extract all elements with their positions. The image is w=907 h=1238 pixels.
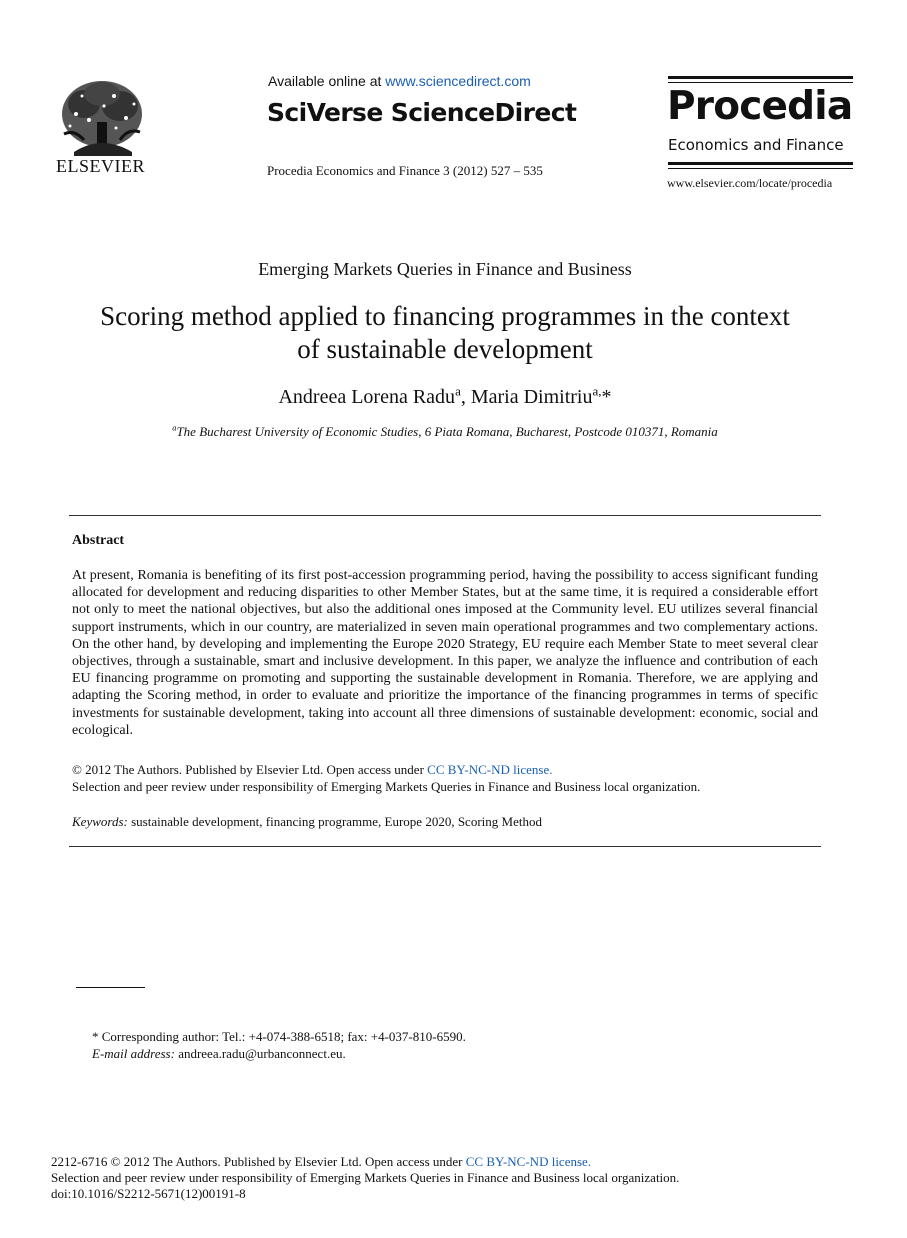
- journal-reference: Procedia Economics and Finance 3 (2012) 527 – 535: [267, 163, 543, 178]
- paper-title: [0, 300, 890, 366]
- elsevier-wordmark: ELSEVIER: [56, 156, 145, 176]
- copyright-line: [72, 762, 552, 778]
- procedia-rule: [668, 162, 853, 165]
- peer-review-note: Selection and peer review under responsibility of Emerging Markets Queries in Finance and Business local organization.: [72, 779, 701, 794]
- author-name: Andreea Lorena Radu: [278, 386, 456, 408]
- authors: [0, 383, 890, 409]
- affiliation-text: The Bucharest University of Economic Studies, 6 Piata Romana, Bucharest, Postcode 010371, Romania: [176, 424, 718, 439]
- doi[interactable]: doi:10.1016/S2212-5671(12)00191-8: [51, 1186, 246, 1201]
- footer-peer-review: Selection and peer review under responsibility of Emerging Markets Queries in Finance and Business local organization.: [51, 1170, 680, 1185]
- license-link[interactable]: CC BY-NC-ND license.: [427, 762, 553, 777]
- procedia-rule: [668, 82, 853, 83]
- affiliation: [0, 424, 890, 440]
- corresponding-mark: *: [601, 386, 612, 408]
- issn-text: 2212-6716 © 2012 The Authors. Published by Elsevier Ltd. Open access under: [51, 1154, 466, 1169]
- section-rule: [69, 846, 821, 847]
- footer-license-link[interactable]: CC BY-NC-ND license.: [465, 1154, 592, 1169]
- procedia-rule: [668, 168, 853, 169]
- keywords: [72, 814, 542, 830]
- procedia-title: Procedia: [667, 84, 853, 129]
- copyright-text: © 2012 The Authors. Published by Elsevier Ltd. Open access under: [72, 762, 428, 777]
- author-name: Maria Dimitriu: [470, 386, 593, 408]
- email-address: [92, 1046, 346, 1062]
- sciencedirect-link[interactable]: www.sciencedirect.com: [385, 73, 531, 89]
- procedia-url[interactable]: www.elsevier.com/locate/procedia: [667, 176, 833, 190]
- conference-name: Emerging Markets Queries in Finance and Business: [258, 259, 632, 279]
- title-line-2: of sustainable development: [297, 334, 593, 364]
- author-affiliation-mark: a: [455, 383, 461, 399]
- author-separator: ,: [460, 386, 471, 408]
- keywords-text: sustainable development, financing programme, Europe 2020, Scoring Method: [127, 814, 542, 829]
- sciverse-logo: SciVerse ScienceDirect: [267, 98, 577, 127]
- section-rule: [69, 515, 821, 516]
- title-line-1: Scoring method applied to financing programmes in the context: [100, 301, 790, 331]
- issn-line: [51, 1154, 591, 1170]
- abstract-heading: Abstract: [72, 533, 125, 548]
- available-prefix: Available online at: [268, 73, 386, 89]
- corresponding-author: * Corresponding author: Tel.: +4-074-388-6518; fax: +4-037-810-6590.: [92, 1029, 466, 1044]
- email-label: E-mail address:: [92, 1046, 175, 1061]
- procedia-rule: [668, 76, 853, 79]
- footnote-rule: [76, 987, 145, 988]
- available-online: [268, 73, 531, 89]
- keywords-label: Keywords:: [72, 814, 128, 829]
- author-affiliation-mark: a,: [592, 383, 602, 399]
- abstract-body: At present, Romania is benefiting of its first post-accession programming period, having the possibility to access significant funding allocated for development and reducing disparities to other Member States, but at the same time, it is required a considerable effort not only to meet the national objectives, but also the additional ones imposed at the Community level. EU utilizes several financial support instruments, which in our country, are materialized in seven main operational programmes and two complementary actions. On the other hand, by developing and implementing the Europe 2020 Strategy, EU require each Member State to meet several clear objectives, through a sustainable, smart and inclusive development. In this paper, we analyze the influence and contribution of each EU financing programme on promoting and supporting the sustainable development in Romania. Therefore, we are applying and adapting the Scoring method, in order to evaluate and prioritize the importance of the financing programmes in terms of specific investments for sustainable development, taking into account all three dimensions of sustainable development: economic, social and ecological.: [72, 568, 818, 738]
- email-text[interactable]: andreea.radu@urbanconnect.eu.: [174, 1046, 346, 1061]
- procedia-subtitle: Economics and Finance: [668, 136, 844, 154]
- affiliation-mark: a: [172, 422, 177, 433]
